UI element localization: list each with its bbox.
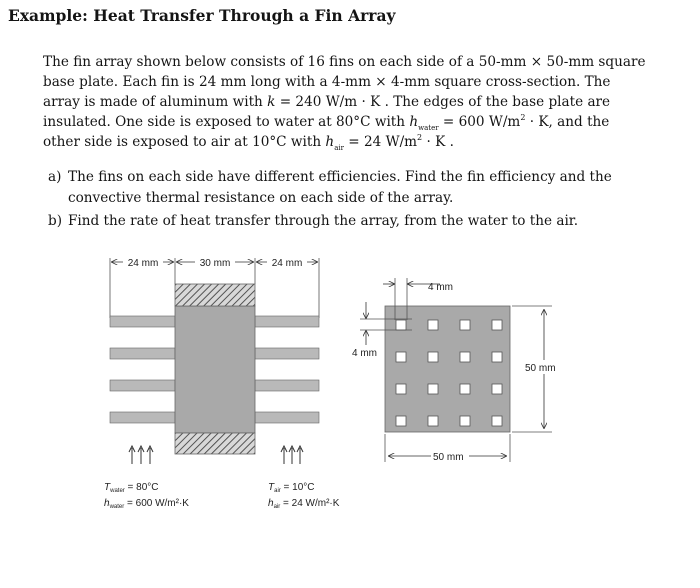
fin-right: [255, 412, 319, 423]
fin-cross-section: [460, 384, 470, 394]
question-a-label: a): [48, 169, 62, 185]
insulation-top: [175, 284, 255, 306]
problem-line-5: other side is exposed to air at 10°C with $h_{air} = 24$ $W/m^2 \cdot K$ .: [43, 133, 454, 152]
fin-cross-section: [396, 416, 406, 426]
question-b-line-1: Find the rate of heat transfer through the array, from the water to the air.: [68, 213, 579, 229]
fin-cross-section: [492, 352, 502, 362]
air-coefficient: $h_{air} = 24$ W/m²·K: [268, 498, 340, 510]
fin-right: [255, 380, 319, 391]
fin-cross-section: [492, 416, 502, 426]
fin-left: [110, 316, 175, 327]
problem-line-1: The fin array shown below consists of 16 fins on each side of a 50-mm × 50-mm square: [43, 54, 646, 70]
fin-left: [110, 412, 175, 423]
question-a-line-2: convective thermal resistance on each side of the array.: [68, 190, 454, 206]
base-plate: [175, 306, 255, 433]
fin-cross-section: [396, 352, 406, 362]
dim-width-label: 50 mm: [433, 452, 464, 463]
water-coefficient: $h_{water} = 600$ W/m²·K: [104, 498, 189, 510]
page-title: Example: Heat Transfer Through a Fin Array: [8, 6, 396, 25]
dim-fin-right-label: 24 mm: [271, 258, 303, 269]
dim-fin-side-label: 4 mm: [352, 348, 377, 359]
side-view: [104, 256, 340, 510]
fin-cross-section: [428, 416, 438, 426]
fin-left: [110, 348, 175, 359]
insulation-bottom: [175, 433, 255, 454]
fin-cross-section: [428, 352, 438, 362]
fin-right: [255, 316, 319, 327]
fin-cross-section: [460, 416, 470, 426]
problem-line-3: array is made of aluminum with k = 240 W/m · K . The edges of the base plate are: [43, 94, 611, 110]
water-temperature: $T_{water} = 80^\circ C$: [104, 482, 159, 494]
question-a-line-1: The fins on each side have different efficiencies. Find the fin efficiency and the: [68, 169, 612, 185]
question-b-label: b): [48, 213, 63, 229]
fin-right: [255, 348, 319, 359]
fin-left: [110, 380, 175, 391]
air-flow-arrows: [281, 446, 303, 464]
fin-cross-section: [492, 320, 502, 330]
dim-height-label: 50 mm: [525, 363, 556, 374]
air-temperature: $T_{air} = 10^\circ C$: [268, 482, 315, 494]
fin-cross-section: [460, 352, 470, 362]
fin-cross-section: [428, 320, 438, 330]
fin-cross-section: [492, 384, 502, 394]
dim-fin-left-label: 24 mm: [127, 258, 159, 269]
problem-line-4: insulated. One side is exposed to water at 80°C with $h_{water} = 600$ $W/m^2 \cdot K$, and the: [43, 113, 610, 132]
dim-fin-gap-label: 4 mm: [428, 282, 453, 293]
front-view: [352, 278, 562, 463]
fin-cross-section: [428, 384, 438, 394]
fin-cross-section: [396, 320, 406, 330]
fin-cross-section: [460, 320, 470, 330]
water-flow-arrows: [129, 446, 153, 464]
fin-cross-section: [396, 384, 406, 394]
dim-plate-label: 30 mm: [199, 258, 231, 269]
problem-line-2: base plate. Each fin is 24 mm long with a 4-mm × 4-mm square cross-section. The: [43, 74, 611, 90]
